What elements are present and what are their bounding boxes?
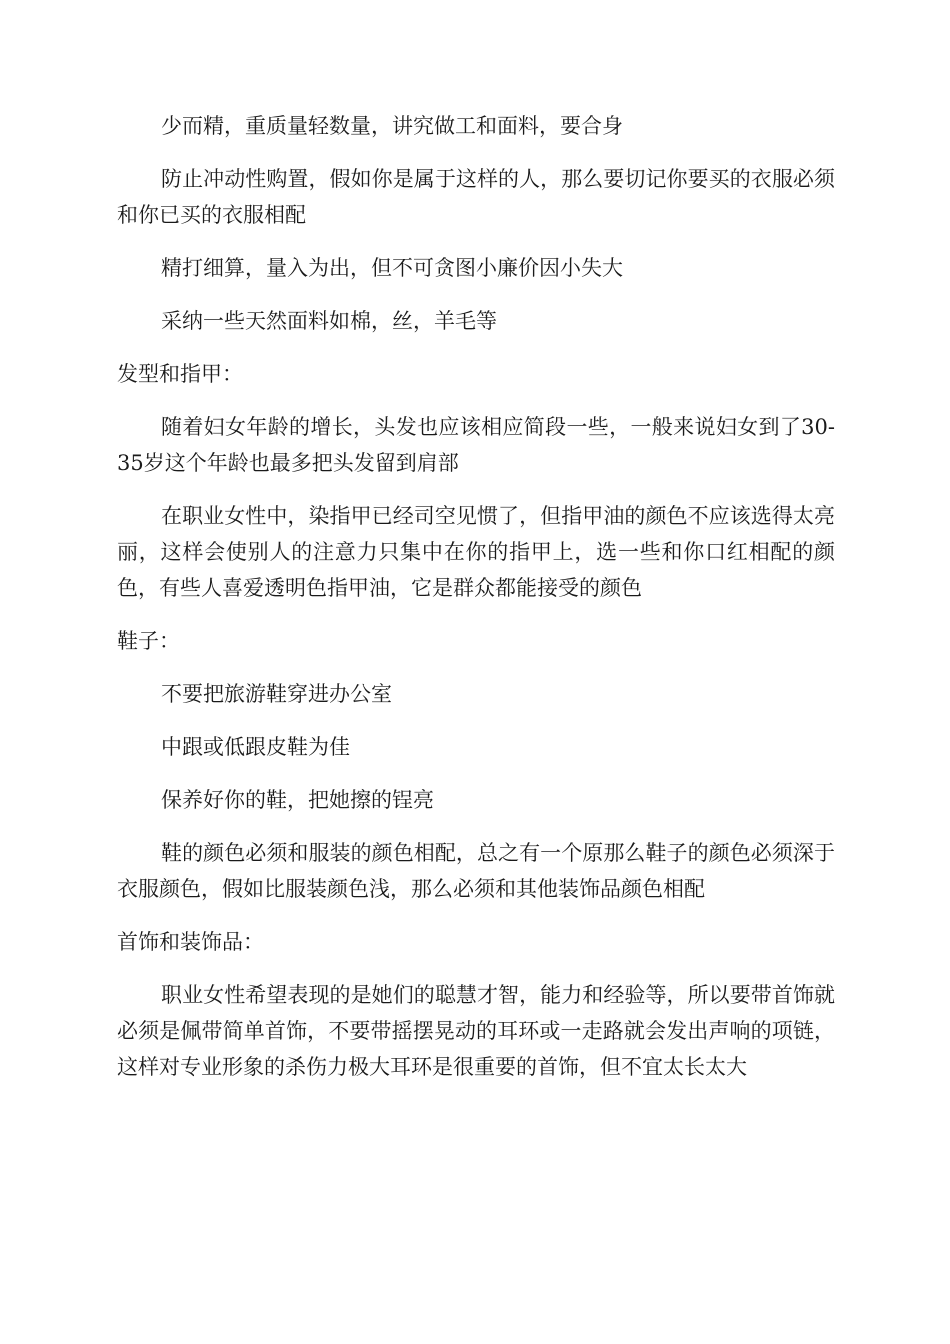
section-heading-hair-nails: 发型和指甲：	[117, 362, 243, 386]
document-body	[117, 108, 835, 1102]
paragraph-natural-fabrics: 采纳一些天然面料如棉，丝，羊毛等	[161, 309, 497, 333]
section-heading-jewelry: 首饰和装饰品：	[117, 930, 264, 954]
paragraph-budget: 精打细算，量入为出，但不可贪图小廉价因小失大	[161, 256, 623, 280]
paragraph-no-sneakers: 不要把旅游鞋穿进办公室	[161, 682, 392, 706]
paragraph-heel-height: 中跟或低跟皮鞋为佳	[161, 735, 350, 759]
paragraph-jewelry-advice: 职业女性希望表现的是她们的聪慧才智，能力和经验等，所以要带首饰就必须是佩带简单首饰，不要带摇摆晃动的耳环或一走路就会发出声响的项链，这样对专业形象的杀伤力极大耳环是很重要的首饰，但不宜太长太大	[117, 983, 835, 1079]
paragraph-shoe-care: 保养好你的鞋，把她擦的锃亮	[161, 788, 434, 812]
paragraph-hair-length: 随着妇女年龄的增长，头发也应该相应简段一些，一般来说妇女到了30-35岁这个年龄也最多把头发留到肩部	[117, 415, 835, 475]
paragraph-avoid-impulse-buying: 防止冲动性购置，假如你是属于这样的人，那么要切记你要买的衣服必须和你已买的衣服相配	[117, 167, 835, 227]
paragraph-quality-over-quantity: 少而精，重质量轻数量，讲究做工和面料，要合身	[161, 114, 623, 138]
section-heading-shoes: 鞋子：	[117, 629, 180, 653]
paragraph-shoe-color: 鞋的颜色必须和服装的颜色相配，总之有一个原那么鞋子的颜色必须深于衣服颜色，假如比服装颜色浅，那么必须和其他装饰品颜色相配	[117, 841, 835, 901]
paragraph-nail-polish: 在职业女性中，染指甲已经司空见惯了，但指甲油的颜色不应该选得太亮丽，这样会使别人的注意力只集中在你的指甲上，选一些和你口红相配的颜色，有些人喜爱透明色指甲油，它是群众都能接受的颜色	[117, 504, 835, 600]
